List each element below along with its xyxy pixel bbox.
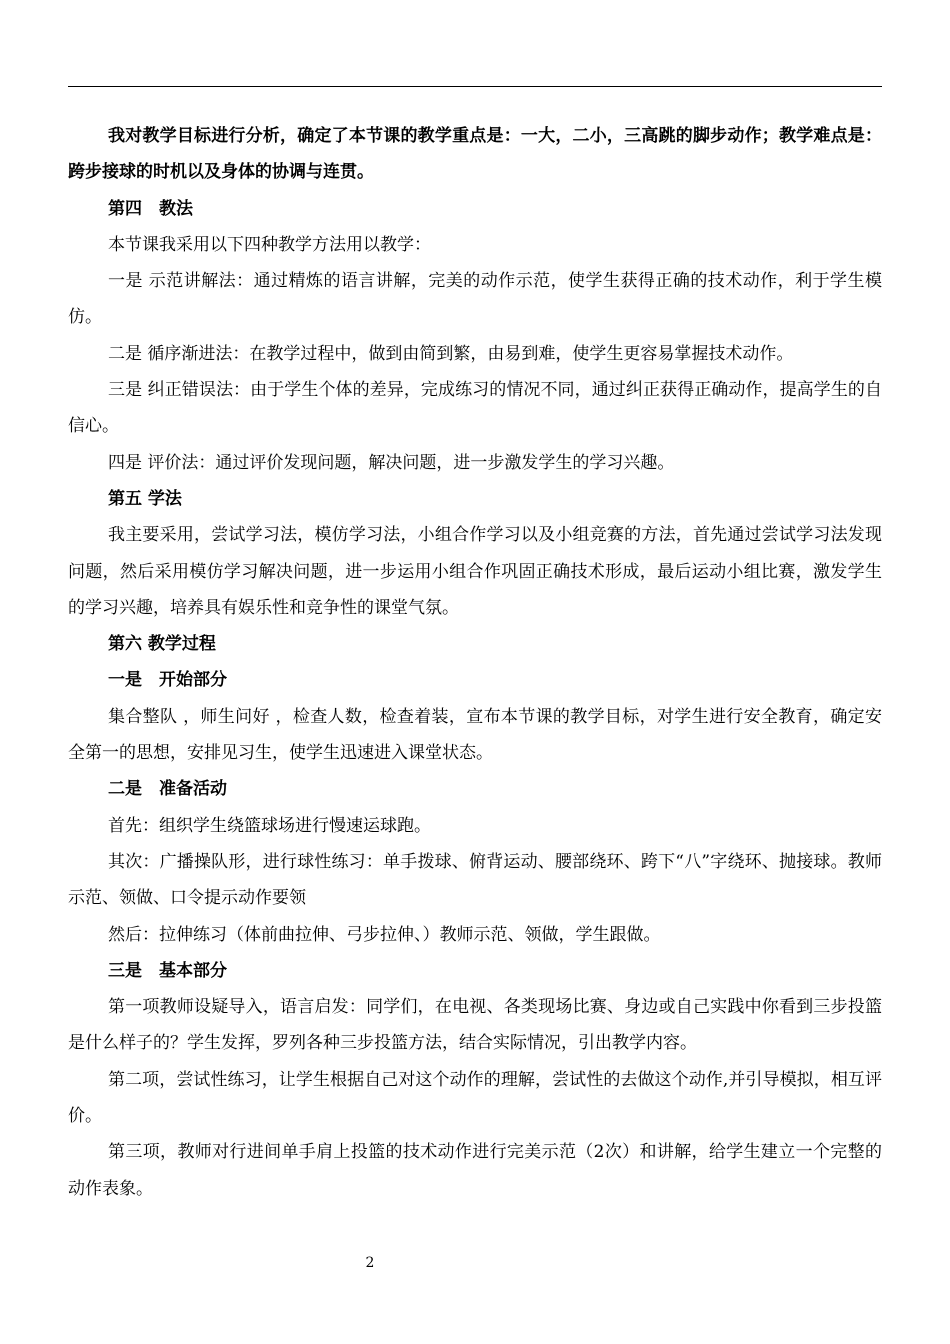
header-rule	[68, 86, 882, 87]
paragraph: 我主要采用，尝试学习法，模仿学习法，小组合作学习以及小组竞赛的方法，首先通过尝试学习法发现问题，然后采用模仿学习解决问题，进一步运用小组合作巩固正确技术形成，最后运动小组比赛，激发学生的学习兴趣，培养具有娱乐性和竞争性的课堂气氛。	[68, 525, 882, 618]
heading-learning-methods: 第五 学法	[108, 488, 182, 509]
paragraph: 然后：拉伸练习（体前曲拉伸、弓步拉伸、）教师示范、领做，学生跟做。	[108, 924, 661, 945]
paragraph: 第二项，尝试性练习，让学生根据自己对这个动作的理解，尝试性的去做这个动作,并引导模拟，相互评价。	[68, 1069, 882, 1127]
paragraph: 首先：组织学生绕篮球场进行慢速运球跑。	[108, 815, 431, 836]
paragraph: 集合整队 ，师生问好 ，检查人数，检查着装，宣布本节课的教学目标，对学生进行安全教育，确定安全第一的思想，安排见习生，使学生迅速进入课堂状态。	[68, 706, 882, 764]
paragraph: 三是 纠正错误法：由于学生个体的差异，完成练习的情况不同，通过纠正获得正确动作，提高学生的自信心。	[68, 380, 882, 437]
page-number: 2	[365, 1255, 375, 1271]
paragraph: 第一项教师设疑导入，语言启发：同学们，在电视、各类现场比赛、身边或自己实践中你看到三步投篮是什么样子的？学生发挥，罗列各种三步投篮方法，结合实际情况，引出教学内容。	[68, 997, 882, 1054]
paragraph: 二是 循序渐进法：在教学过程中，做到由简到繁，由易到难，使学生更容易掌握技术动作。	[108, 343, 794, 364]
subheading-opening: 一是 开始部分	[108, 670, 227, 691]
paragraph: 一是 示范讲解法：通过精炼的语言讲解，完美的动作示范，使学生获得正确的技术动作，利于学生模仿。	[68, 271, 882, 328]
heading-teaching-methods: 第四 教法	[108, 198, 193, 219]
heading-teaching-process: 第六 教学过程	[108, 634, 216, 655]
paragraph-key-points: 我对教学目标进行分析，确定了本节课的教学重点是：一大，二小，三高跳的脚步动作；教学难点是：跨步接球的时机以及身体的协调与连贯。	[68, 126, 882, 183]
paragraph: 其次：广播操队形，进行球性练习：单手拨球、俯背运动、腰部绕环、跨下“八”字绕环、抛接球。教师示范、领做、口令提示动作要领	[68, 851, 882, 909]
paragraph: 四是 评价法：通过评价发现问题，解决问题，进一步激发学生的学习兴趣。	[108, 452, 675, 473]
subheading-basic: 三是 基本部分	[108, 960, 227, 981]
paragraph: 本节课我采用以下四种教学方法用以教学：	[108, 234, 431, 255]
document-body	[68, 118, 882, 1207]
paragraph: 第三项，教师对行进间单手肩上投篮的技术动作进行完美示范（2次）和讲解，给学生建立一个完整的动作表象。	[68, 1142, 882, 1199]
subheading-warmup: 二是 准备活动	[108, 779, 227, 800]
